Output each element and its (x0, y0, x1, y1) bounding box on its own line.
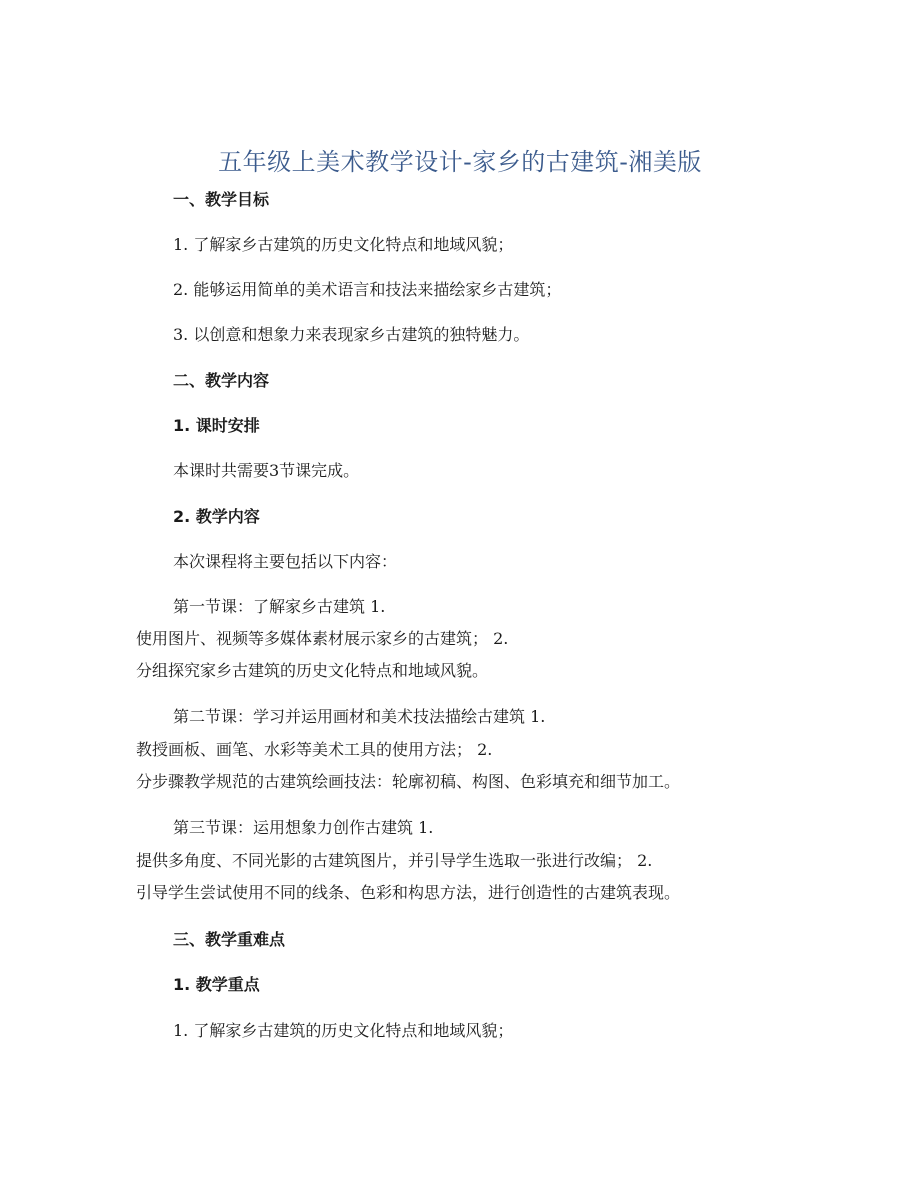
lesson2-line: 分步骤教学规范的古建筑绘画技法：轮廓初稿、构图、色彩填充和细节加工。 (136, 772, 681, 791)
lesson1-title: 第一节课：了解家乡古建筑 1. (173, 597, 386, 616)
section-heading-content: 二、教学内容 (173, 371, 270, 390)
lesson3-title: 第三节课：运用想象力创作古建筑 1. (173, 818, 434, 837)
subheading-schedule: 1. 课时安排 (173, 416, 260, 435)
objective-item: 3. 以创意和想象力来表现家乡古建筑的独特魅力。 (173, 325, 530, 344)
content-intro: 本次课程将主要包括以下内容： (173, 552, 398, 571)
objective-item: 2. 能够运用简单的美术语言和技法来描绘家乡古建筑； (173, 280, 562, 299)
lesson3-line: 提供多角度、不同光影的古建筑图片，并引导学生选取一张进行改编； 2. (136, 851, 653, 870)
subheading-focus: 1. 教学重点 (173, 975, 260, 994)
document-title: 五年级上美术教学设计-家乡的古建筑-湘美版 (218, 148, 702, 176)
focus-item: 1. 了解家乡古建筑的历史文化特点和地域风貌； (173, 1021, 514, 1040)
lesson2-title: 第二节课：学习并运用画材和美术技法描绘古建筑 1. (173, 707, 546, 726)
lesson1-line: 分组探究家乡古建筑的历史文化特点和地域风貌。 (136, 661, 489, 680)
schedule-text: 本课时共需要3节课完成。 (173, 461, 360, 480)
subheading-content: 2. 教学内容 (173, 507, 260, 526)
lesson2-line: 教授画板、画笔、水彩等美术工具的使用方法； 2. (136, 740, 493, 759)
lesson3-line: 引导学生尝试使用不同的线条、色彩和构思方法，进行创造性的古建筑表现。 (136, 883, 681, 902)
section-heading-keypoints: 三、教学重难点 (173, 930, 286, 949)
section-heading-objectives: 一、教学目标 (173, 190, 270, 209)
objective-item: 1. 了解家乡古建筑的历史文化特点和地域风貌； (173, 235, 514, 254)
lesson1-line: 使用图片、视频等多媒体素材展示家乡的古建筑； 2. (136, 629, 509, 648)
